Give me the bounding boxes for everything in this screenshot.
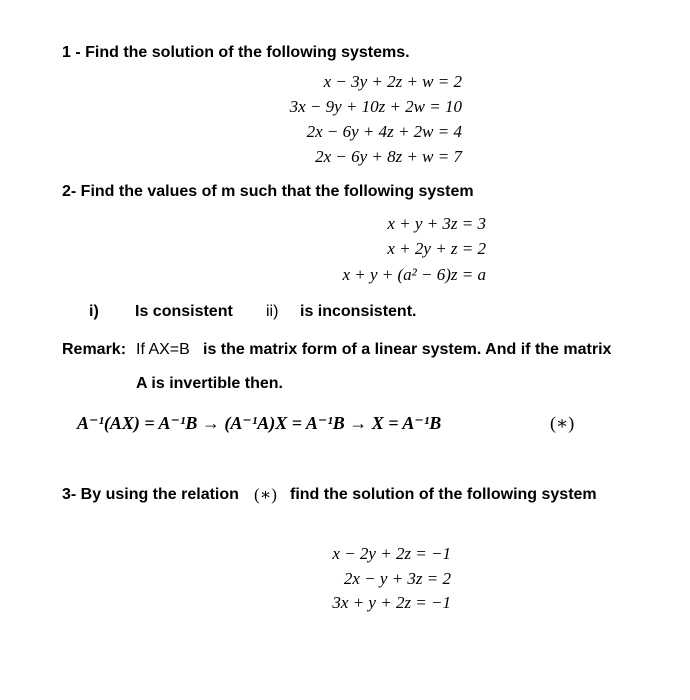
part-i-text: Is consistent — [135, 303, 233, 320]
problem-2-heading: 2- Find the values of m such that the following system — [62, 183, 474, 200]
problem-1-heading: 1 - Find the solution of the following systems. — [62, 44, 410, 61]
problem-1-equation-3: 2x − 6y + 4z + 2w = 4 — [306, 122, 462, 141]
problem-3-equation-1: x − 2y + 2z = −1 — [332, 544, 451, 563]
remark-formula: A⁻¹(AX) = A⁻¹B → (A⁻¹A)X = A⁻¹B → X = A⁻¹B — [77, 413, 442, 433]
problem-3-heading-part-1: 3- By using the relation — [62, 486, 239, 503]
problem-1-equation-4: 2x − 6y + 8z + w = 7 — [315, 147, 462, 166]
remark-text-rest: is the matrix form of a linear system. And if the matrix — [203, 341, 612, 358]
remark-line-2: A is invertible then. — [136, 375, 283, 392]
remark-text-plain: If AX=B — [136, 341, 190, 358]
problem-2-equation-2: x + 2y + z = 2 — [387, 239, 486, 258]
part-ii-text: is inconsistent. — [300, 303, 417, 320]
problem-2-equation-1: x + y + 3z = 3 — [387, 214, 486, 233]
problem-3-heading-part-2: find the solution of the following system — [290, 486, 597, 503]
remark-formula-tag: (∗) — [550, 413, 575, 433]
problem-3-equation-2: 2x − y + 3z = 2 — [343, 569, 451, 588]
problem-2-equation-3: x + y + (a² − 6)z = a — [342, 265, 486, 284]
problem-1-equation-1: x − 3y + 2z + w = 2 — [323, 72, 462, 91]
problem-3-heading-tag: (∗) — [254, 485, 277, 504]
problem-3-equation-3: 3x + y + 2z = −1 — [332, 593, 451, 612]
part-ii-label: ii) — [266, 303, 279, 320]
problem-1-equation-2: 3x − 9y + 10z + 2w = 10 — [289, 97, 462, 116]
part-i-label: i) — [89, 303, 99, 320]
remark-label: Remark: — [62, 341, 127, 358]
